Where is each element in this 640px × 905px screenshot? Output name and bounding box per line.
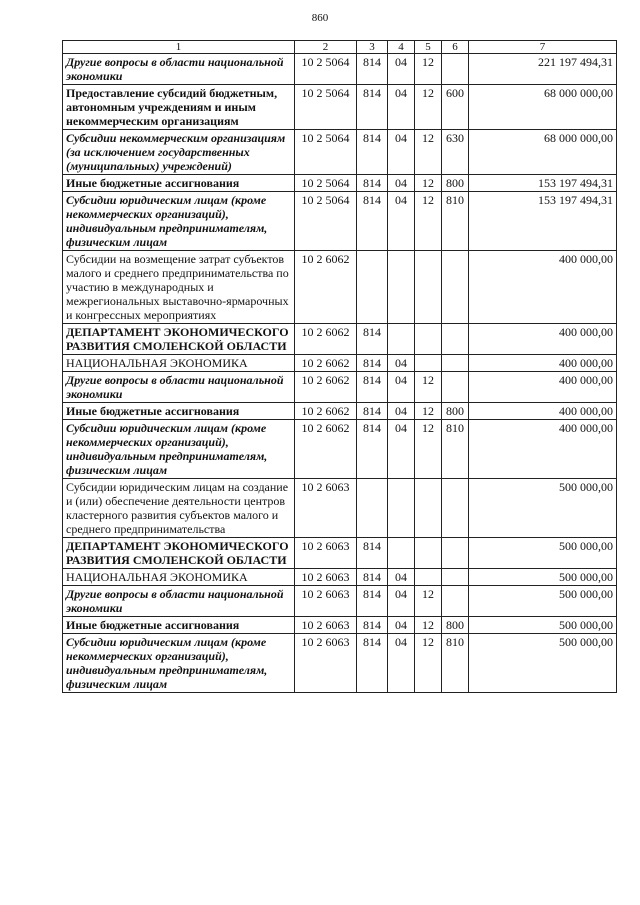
row-col4-cell: 04 [388, 420, 415, 479]
row-col4-cell [388, 324, 415, 355]
row-sum-cell: 400 000,00 [469, 251, 617, 324]
row-sum-cell: 500 000,00 [469, 586, 617, 617]
row-name-cell: НАЦИОНАЛЬНАЯ ЭКОНОМИКА [63, 355, 295, 372]
table-row [63, 538, 617, 569]
row-col5-cell: 12 [415, 192, 442, 251]
row-name-cell: ДЕПАРТАМЕНТ ЭКОНОМИЧЕСКОГО РАЗВИТИЯ СМОЛЕНСКОЙ ОБЛАСТИ [63, 538, 295, 569]
row-code-cell: 10 2 6063 [295, 479, 357, 538]
row-sum-cell: 500 000,00 [469, 634, 617, 693]
row-col6-cell [442, 538, 469, 569]
row-col5-cell: 12 [415, 617, 442, 634]
column-header: 3 [357, 41, 388, 54]
row-col5-cell: 12 [415, 54, 442, 85]
row-col6-cell: 630 [442, 130, 469, 175]
row-sum-cell: 400 000,00 [469, 355, 617, 372]
row-col5-cell: 12 [415, 420, 442, 479]
row-sum-cell: 500 000,00 [469, 569, 617, 586]
row-code-cell: 10 2 5064 [295, 130, 357, 175]
row-name-cell: Иные бюджетные ассигнования [63, 617, 295, 634]
row-col6-cell [442, 569, 469, 586]
row-col5-cell [415, 479, 442, 538]
row-name-cell: Иные бюджетные ассигнования [63, 403, 295, 420]
row-col3-cell: 814 [357, 569, 388, 586]
row-col3-cell: 814 [357, 372, 388, 403]
column-header: 1 [63, 41, 295, 54]
row-col3-cell: 814 [357, 175, 388, 192]
row-sum-cell: 68 000 000,00 [469, 130, 617, 175]
row-code-cell: 10 2 5064 [295, 175, 357, 192]
row-col6-cell [442, 251, 469, 324]
row-col6-cell: 800 [442, 175, 469, 192]
table-row [63, 372, 617, 403]
row-code-cell: 10 2 6063 [295, 569, 357, 586]
table-row [63, 175, 617, 192]
budget-table [62, 40, 617, 693]
table-row [63, 403, 617, 420]
row-col5-cell [415, 355, 442, 372]
row-col4-cell: 04 [388, 634, 415, 693]
row-name-cell: Субсидии юридическим лицам на создание и (или) обеспечение деятельности центров кластерного развития субъектов малого и среднего предпринимательства [63, 479, 295, 538]
row-code-cell: 10 2 6062 [295, 372, 357, 403]
row-code-cell: 10 2 6063 [295, 538, 357, 569]
row-code-cell: 10 2 5064 [295, 54, 357, 85]
row-col4-cell: 04 [388, 586, 415, 617]
row-col6-cell: 800 [442, 403, 469, 420]
row-sum-cell: 500 000,00 [469, 479, 617, 538]
row-col5-cell: 12 [415, 403, 442, 420]
row-sum-cell: 500 000,00 [469, 617, 617, 634]
row-col5-cell: 12 [415, 175, 442, 192]
row-col6-cell [442, 372, 469, 403]
table-row [63, 324, 617, 355]
row-col3-cell: 814 [357, 634, 388, 693]
row-name-cell: Субсидии юридическим лицам (кроме некоммерческих организаций), индивидуальным предпринимателям, физическим лицам [63, 420, 295, 479]
row-col5-cell [415, 324, 442, 355]
row-code-cell: 10 2 6062 [295, 355, 357, 372]
row-col4-cell: 04 [388, 569, 415, 586]
column-header: 5 [415, 41, 442, 54]
row-col3-cell: 814 [357, 54, 388, 85]
row-col5-cell [415, 538, 442, 569]
row-name-cell: НАЦИОНАЛЬНАЯ ЭКОНОМИКА [63, 569, 295, 586]
row-col4-cell: 04 [388, 192, 415, 251]
table-row [63, 586, 617, 617]
row-code-cell: 10 2 6063 [295, 586, 357, 617]
table-row [63, 130, 617, 175]
row-col5-cell: 12 [415, 372, 442, 403]
row-sum-cell: 153 197 494,31 [469, 192, 617, 251]
row-col3-cell: 814 [357, 355, 388, 372]
table-row [63, 355, 617, 372]
row-name-cell: Субсидии юридическим лицам (кроме некоммерческих организаций), индивидуальным предпринимателям, физическим лицам [63, 192, 295, 251]
row-col3-cell: 814 [357, 617, 388, 634]
row-col4-cell: 04 [388, 85, 415, 130]
row-name-cell: ДЕПАРТАМЕНТ ЭКОНОМИЧЕСКОГО РАЗВИТИЯ СМОЛЕНСКОЙ ОБЛАСТИ [63, 324, 295, 355]
row-sum-cell: 400 000,00 [469, 403, 617, 420]
row-code-cell: 10 2 6062 [295, 251, 357, 324]
row-name-cell: Другие вопросы в области национальной экономики [63, 54, 295, 85]
row-col6-cell: 600 [442, 85, 469, 130]
row-name-cell: Предоставление субсидий бюджетным, автономным учреждениям и иным некоммерческим организациям [63, 85, 295, 130]
row-code-cell: 10 2 5064 [295, 192, 357, 251]
row-col5-cell: 12 [415, 130, 442, 175]
row-name-cell: Иные бюджетные ассигнования [63, 175, 295, 192]
row-col3-cell: 814 [357, 403, 388, 420]
row-col3-cell: 814 [357, 324, 388, 355]
row-col4-cell [388, 251, 415, 324]
row-col4-cell [388, 538, 415, 569]
table-row [63, 192, 617, 251]
row-code-cell: 10 2 6062 [295, 324, 357, 355]
row-col3-cell: 814 [357, 192, 388, 251]
table-row [63, 479, 617, 538]
row-sum-cell: 400 000,00 [469, 420, 617, 479]
row-col6-cell: 800 [442, 617, 469, 634]
row-col6-cell [442, 586, 469, 617]
table-row [63, 569, 617, 586]
row-code-cell: 10 2 5064 [295, 85, 357, 130]
table-row [63, 634, 617, 693]
row-sum-cell: 400 000,00 [469, 324, 617, 355]
row-name-cell: Субсидии некоммерческим организациям (за исключением государственных (муниципальных) учреждений) [63, 130, 295, 175]
row-name-cell: Другие вопросы в области национальной экономики [63, 372, 295, 403]
row-col6-cell [442, 479, 469, 538]
row-name-cell: Субсидии юридическим лицам (кроме некоммерческих организаций), индивидуальным предпринимателям, физическим лицам [63, 634, 295, 693]
row-col5-cell: 12 [415, 634, 442, 693]
row-col5-cell [415, 569, 442, 586]
row-col4-cell: 04 [388, 355, 415, 372]
row-col6-cell [442, 355, 469, 372]
row-col5-cell: 12 [415, 85, 442, 130]
row-col4-cell: 04 [388, 403, 415, 420]
row-col6-cell [442, 324, 469, 355]
row-col3-cell [357, 479, 388, 538]
row-col6-cell: 810 [442, 192, 469, 251]
table-row [63, 617, 617, 634]
row-code-cell: 10 2 6062 [295, 403, 357, 420]
row-col6-cell: 810 [442, 634, 469, 693]
row-col3-cell: 814 [357, 586, 388, 617]
row-code-cell: 10 2 6063 [295, 634, 357, 693]
row-sum-cell: 221 197 494,31 [469, 54, 617, 85]
row-sum-cell: 400 000,00 [469, 372, 617, 403]
row-col6-cell: 810 [442, 420, 469, 479]
row-col4-cell: 04 [388, 372, 415, 403]
row-col5-cell: 12 [415, 586, 442, 617]
row-sum-cell: 153 197 494,31 [469, 175, 617, 192]
row-col4-cell: 04 [388, 130, 415, 175]
row-col3-cell: 814 [357, 130, 388, 175]
table-row [63, 85, 617, 130]
column-header: 2 [295, 41, 357, 54]
row-sum-cell: 68 000 000,00 [469, 85, 617, 130]
row-col5-cell [415, 251, 442, 324]
table-row [63, 420, 617, 479]
row-code-cell: 10 2 6063 [295, 617, 357, 634]
row-col4-cell: 04 [388, 54, 415, 85]
column-header: 7 [469, 41, 617, 54]
row-col3-cell: 814 [357, 538, 388, 569]
row-name-cell: Другие вопросы в области национальной экономики [63, 586, 295, 617]
page-number: 860 [311, 12, 329, 24]
row-col4-cell [388, 479, 415, 538]
row-code-cell: 10 2 6062 [295, 420, 357, 479]
column-header: 4 [388, 41, 415, 54]
table-header-row [63, 41, 617, 54]
row-name-cell: Субсидии на возмещение затрат субъектов малого и среднего предпринимательства по участию в международных и межрегиональных выставочно-ярмарочных и конгрессных мероприятиях [63, 251, 295, 324]
row-col6-cell [442, 54, 469, 85]
table-row [63, 251, 617, 324]
row-col3-cell [357, 251, 388, 324]
row-col4-cell: 04 [388, 617, 415, 634]
row-sum-cell: 500 000,00 [469, 538, 617, 569]
row-col3-cell: 814 [357, 420, 388, 479]
table-row [63, 54, 617, 85]
row-col4-cell: 04 [388, 175, 415, 192]
row-col3-cell: 814 [357, 85, 388, 130]
column-header: 6 [442, 41, 469, 54]
